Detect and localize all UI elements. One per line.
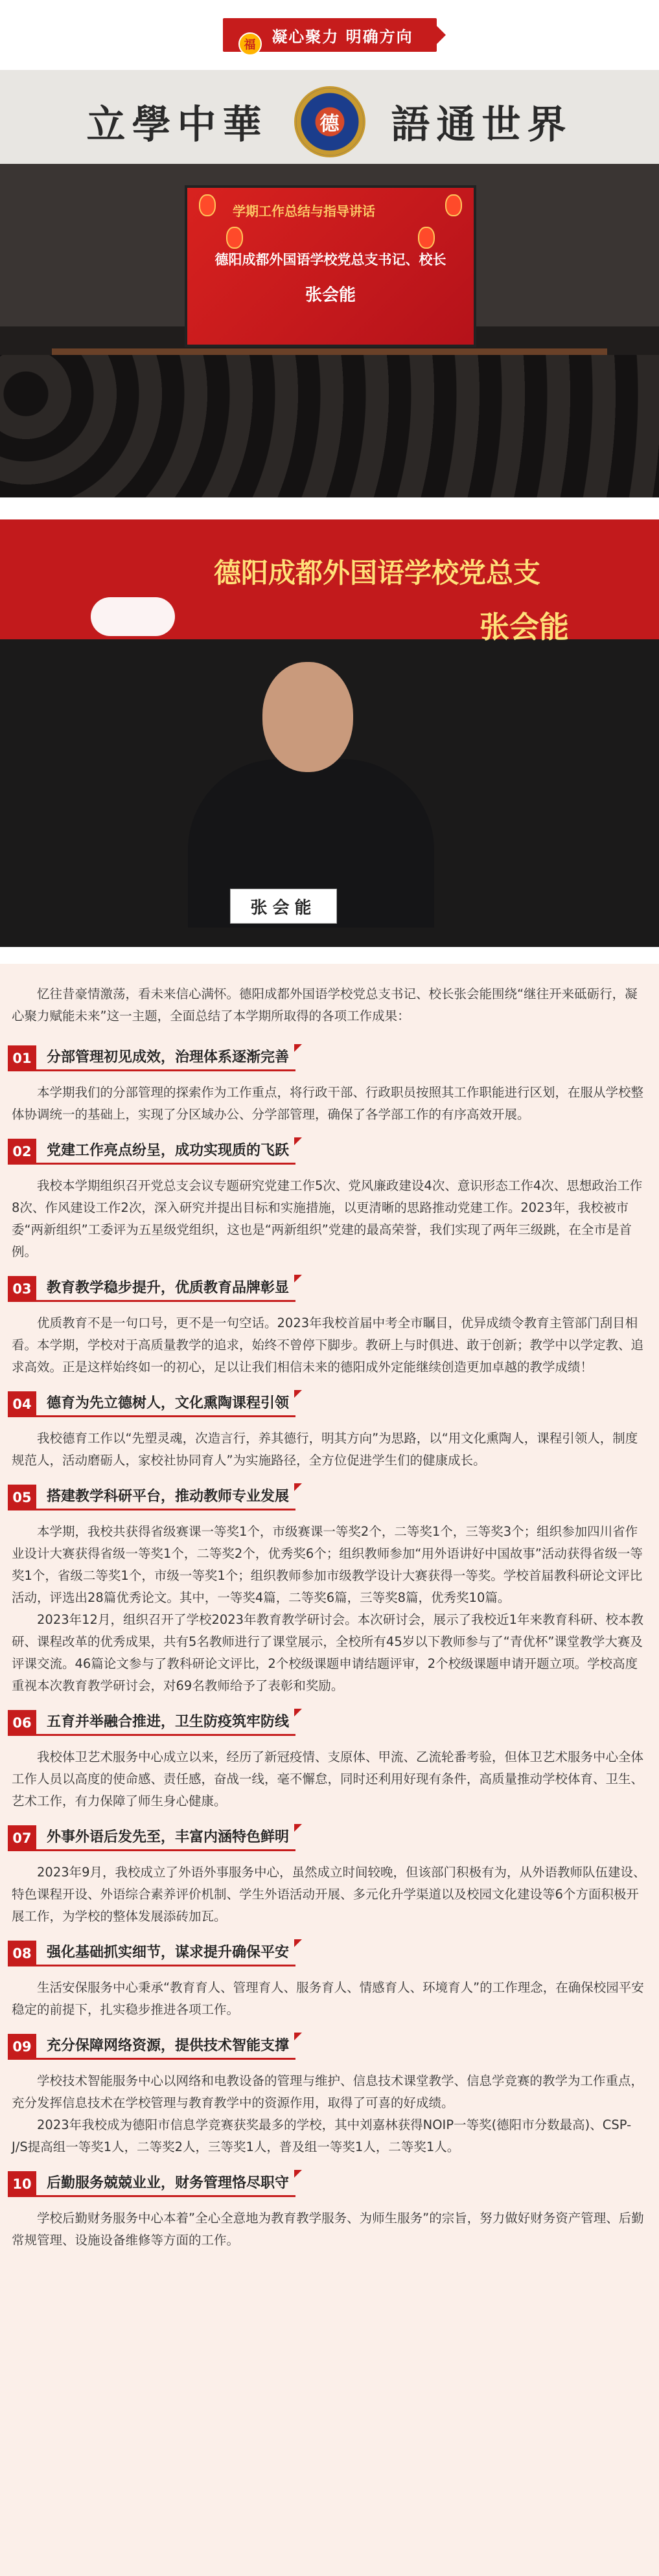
section-heading [8, 1276, 651, 1302]
section-paragraph: 2023年9月，我校成立了外语外事服务中心，虽然成立时间较晚，但该部门积极有为，从外语教师队伍建设、特色课程开设、外语综合素养评价机制、学生外语活动开展、多元化升学渠道以及校园文化建设等6个方面积极开展工作，为学校的整体发展添砖加瓦。 [12, 1865, 646, 1924]
section-title: 党建工作亮点纷呈，成功实现质的飞跃 [36, 1139, 295, 1165]
section-heading [8, 1045, 651, 1071]
section-title: 分部管理初见成效，治理体系逐渐完善 [36, 1045, 295, 1071]
section-02 [8, 1139, 651, 1263]
section-heading [8, 1485, 651, 1510]
speaker-head [262, 662, 353, 772]
lantern-icon [199, 194, 216, 216]
speaker-figure [175, 655, 447, 928]
speaker-photo [0, 519, 659, 947]
section-paragraph: 2023年我校成为德阳市信息学竞赛获奖最多的学校，其中刘嘉林获得NOIP一等奖(德阳市分数最高)、CSP-J/S提高组一等奖1人，二等奖2人，三等奖1人，普及组一等奖1人，二等奖1人。 [12, 2117, 632, 2154]
section-heading [8, 1825, 651, 1851]
section-title: 德育为先立德树人，文化熏陶课程引领 [36, 1391, 295, 1417]
section-number-badge: 03 [8, 1276, 36, 1302]
section-title: 强化基础抓实细节，谋求提升确保平安 [36, 1941, 295, 1966]
backdrop-name: 张会能 [480, 610, 569, 644]
backdrop-title: 德阳成都外国语学校党总支 [214, 557, 541, 589]
calligraphy-right: 語通世界 [391, 102, 573, 148]
section-title: 后勤服务兢兢业业，财务管理恪尽职守 [36, 2171, 295, 2197]
section-number-badge: 07 [8, 1825, 36, 1851]
section-number-badge: 04 [8, 1391, 36, 1417]
calligraphy-left: 立學中華 [86, 102, 268, 148]
section-paragraph: 2023年12月，组织召开了学校2023年教育教学研讨会。本次研讨会，展示了我校近1年来教育科研、校本教研、课程改革的优秀成果，共有5名教师进行了课堂展示，全校所有45岁以下教师参与了“青优杯”课堂教学大赛及评课交流。46篇论文参与了教科研论文评比，2个校级课题申请结题评审，2个校级课题申请开题立项。学校高度重视本次教育教学研讨会，对69名教师给予了表彰和奖励。 [12, 1612, 643, 1693]
section-paragraph: 学校后勤财务服务中心本着”全心全意地为教育教学服务、为师生服务”的宗旨，努力做好财务资产管理、后勤常规管理、设施设备维修等方面的工作。 [12, 2211, 644, 2248]
screen-title: 学期工作总结与指导讲话 [233, 203, 375, 219]
section-title: 教育教学稳步提升，优质教育品牌彰显 [36, 1276, 295, 1302]
wall-calligraphy [0, 83, 659, 161]
section-03 [8, 1276, 651, 1378]
banner-box [223, 18, 437, 52]
presentation-screen [185, 185, 476, 347]
section-06 [8, 1710, 651, 1812]
sections-list [8, 1045, 651, 2251]
lantern-icon [418, 227, 435, 249]
screen-subtitle: 德阳成都外国语学校党总支书记、校长 [214, 252, 446, 268]
section-number-badge: 09 [8, 2034, 36, 2060]
section-paragraph: 本学期我们的分部管理的探索作为工作重点，将行政干部、行政职员按照其工作职能进行区划，在服从学校整体协调统一的基础上，实现了分区域办公、分学部管理，确保了各学部工作的有序高效开展。 [12, 1085, 644, 1122]
section-number-badge: 01 [8, 1045, 36, 1071]
section-title: 搭建教学科研平台，推动教师专业发展 [36, 1485, 295, 1510]
section-number-badge: 05 [8, 1485, 36, 1510]
section-number-badge: 02 [8, 1139, 36, 1165]
screen-speaker-name: 张会能 [305, 286, 356, 305]
section-number-badge: 06 [8, 1710, 36, 1736]
fu-badge-icon: 福 [238, 32, 262, 56]
section-05 [8, 1485, 651, 1697]
section-paragraph: 优质教育不是一句口号，更不是一句空话。2023年我校首届中考全市瞩目，优异成绩令教育主管部门刮目相看。本学期，学校对于高质量教学的追求，始终不曾停下脚步。教研上与时俱进、敢于创新；教学中以学定教、追求高效。正是这样始终如一的初心，足以让我们相信未来的德阳成外定能继续创造更加卓越的教学成绩！ [12, 1316, 644, 1374]
intro-paragraph: 忆往昔豪情激荡，看未来信心满怀。德阳成都外国语学校党总支书记、校长张会能围绕“继往开来砥砺行，凝心聚力赋能未来”这一主题，全面总结了本学期所取得的各项工作成果： [12, 986, 638, 1023]
lantern-icon [445, 194, 462, 216]
section-10 [8, 2171, 651, 2251]
section-paragraph: 我校德育工作以“先塑灵魂，次造言行，养其德行，明其方向”为思路，以“用文化熏陶人，课程引领人，制度规范人，活动磨砺人，家校社协同育人”为实施路径，全方位促进学生们的健康成长。 [12, 1431, 638, 1468]
cloud-decoration-icon [91, 597, 175, 636]
lantern-icon [226, 227, 243, 249]
section-paragraph: 本学期，我校共获得省级赛课一等奖1个，市级赛课一等奖2个，二等奖1个，三等奖3个；组织参加四川省作业设计大赛获得省级一等奖1个，二等奖2个，优秀奖6个；组织教师参加“用外语讲好中国故事”活动获得省级一等奖1个，省级二等奖1个，市级一等奖1个；组织教师参加市级教学设计大赛获得一等奖。学校首届教科研论文评比活动，评选出28篇优秀论文。其中，一等奖4篇，二等奖6篇，三等奖8篇，优秀奖10篇。 [12, 1524, 643, 1605]
section-paragraph: 我校本学期组织召开党总支会议专题研究党建工作5次、党风廉政建设4次、意识形态工作4次、思想政治工作8次、作风建设工作2次，深入研究并提出目标和实施措施，以更清晰的思路推动党建工作。2023年，我校被市委“两新组织”工委评为五星级党组织，这也是“两新组织”党建的最高荣誉，我们实现了两年三级跳，在全市是首例。 [12, 1178, 643, 1259]
section-09 [8, 2034, 651, 2158]
section-01 [8, 1045, 651, 1126]
section-08 [8, 1941, 651, 2021]
section-heading [8, 1710, 651, 1736]
section-title: 外事外语后发先至，丰富内涵特色鲜明 [36, 1825, 295, 1851]
section-heading [8, 2034, 651, 2060]
section-07 [8, 1825, 651, 1928]
section-heading [8, 2171, 651, 2197]
article-body [0, 964, 659, 2576]
section-heading [8, 1391, 651, 1417]
school-emblem-icon: 德 [294, 86, 365, 157]
nameplate: 张会能 [230, 889, 337, 924]
audience-silhouettes [0, 355, 659, 497]
section-04 [8, 1391, 651, 1472]
section-heading [8, 1139, 651, 1165]
banner-title: 凝心聚力 明确方向 [272, 27, 413, 46]
section-number-badge: 08 [8, 1941, 36, 1966]
section-paragraph: 我校体卫艺术服务中心成立以来，经历了新冠疫情、支原体、甲流、乙流轮番考验，但体卫艺术服务中心全体工作人员以高度的使命感、责任感，奋战一线，毫不懈怠，同时还利用好现有条件，高质量推动学校体育、卫生、艺术工作，有力保障了师生身心健康。 [12, 1750, 644, 1808]
header-banner [0, 0, 659, 70]
meeting-photo [0, 70, 659, 497]
section-title: 充分保障网络资源，提供技术智能支撑 [36, 2034, 295, 2060]
section-number-badge: 10 [8, 2171, 36, 2197]
section-title: 五育并举融合推进，卫生防疫筑牢防线 [36, 1710, 295, 1736]
section-paragraph: 学校技术智能服务中心以网络和电教设备的管理与维护、信息技术课堂教学、信息学竞赛的教学为工作重点，充分发挥信息技术在学校管理与教育教学中的资源作用，取得了可喜的好成绩。 [12, 2073, 644, 2110]
section-paragraph: 生活安保服务中心秉承“教育育人、管理育人、服务育人、情感育人、环境育人”的工作理念，在确保校园平安稳定的前提下，扎实稳步推进各项工作。 [12, 1980, 644, 2017]
section-heading [8, 1941, 651, 1966]
